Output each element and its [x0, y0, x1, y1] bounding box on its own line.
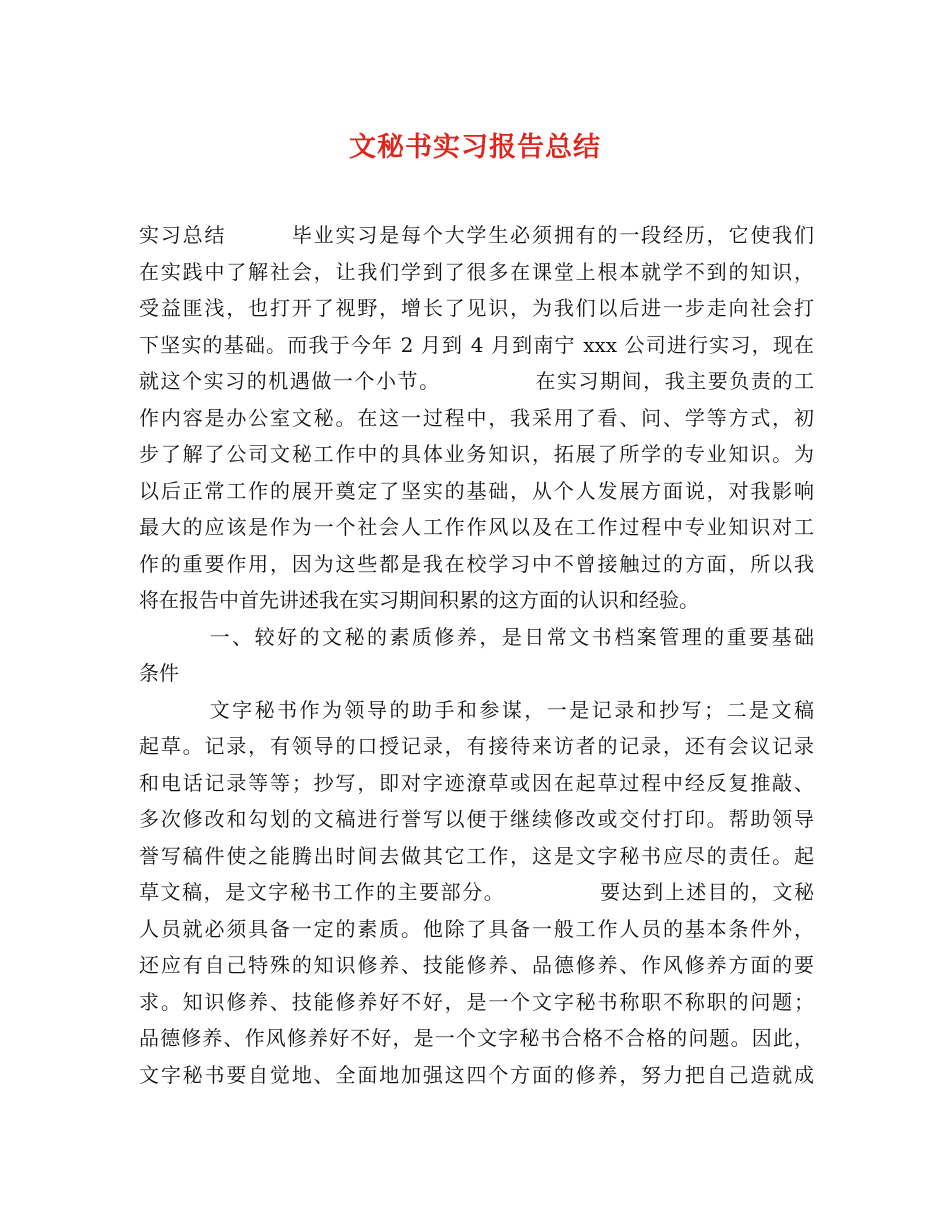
- body-line: 文字秘书要自觉地、全面地加强这四个方面的修养，努力把自己造就成: [139, 1062, 814, 1087]
- body-line: 将在报告中首先讲述我在实习期间积累的这方面的认识和经验。: [139, 588, 699, 612]
- body-line: 求。知识修养、技能修养好不好，是一个文字秘书称职不称职的问题；: [139, 989, 814, 1014]
- body-line: 誉写稿件使之能腾出时间去做其它工作，这是文字秘书应尽的责任。起: [139, 843, 814, 868]
- body-line: 受益匪浅，也打开了视野，增长了见识，为我们以后进一步走向社会打: [139, 296, 814, 320]
- body-line: 人员就必须具备一定的素质。他除了具备一般工作人员的基本条件外，: [139, 916, 814, 941]
- body-line: 就这个实习的机遇做一个小节。 在实习期间，我主要负责的工: [139, 369, 814, 393]
- body-line: 文字秘书作为领导的助手和参谋，一是记录和抄写；二是文稿: [139, 697, 814, 722]
- body-line: 草文稿，是文字秘书工作的主要部分。 要达到上述目的，文秘: [139, 880, 814, 904]
- body-line: 作的重要作用，因为这些都是我在校学习中不曾接触过的方面，所以我: [139, 551, 814, 576]
- body-line: 多次修改和勾划的文稿进行誉写以便于继续修改或交付打印。帮助领导: [139, 807, 814, 831]
- body-line: 起草。记录，有领导的口授记录，有接待来访者的记录，还有会议记录: [139, 734, 814, 758]
- document-body: [139, 217, 814, 1093]
- section-heading-line: 条件: [139, 661, 179, 685]
- body-line: 作内容是办公室文秘。在这一过程中，我采用了看、问、学等方式，初: [139, 405, 814, 430]
- document-title: 文秘书实习报告总结: [349, 132, 601, 163]
- body-line: 还应有自己特殊的知识修养、技能修养、品德修养、作风修养方面的要: [139, 953, 814, 977]
- body-line: 和电话记录等等；抄写，即对字迹潦草或因在起草过程中经反复推敲、: [139, 770, 814, 795]
- body-line: 最大的应该是作为一个社会人工作作风以及在工作过程中专业知识对工: [139, 515, 814, 539]
- body-line: 在实践中了解社会，让我们学到了很多在课堂上根本就学不到的知识，: [139, 259, 814, 284]
- body-line: 以后正常工作的展开奠定了坚实的基础，从个人发展方面说，对我影响: [139, 478, 814, 503]
- body-line: 实习总结 毕业实习是每个大学生必须拥有的一段经历，它使我们: [139, 223, 814, 247]
- body-line: 品德修养、作风修养好不好，是一个文字秘书合格不合格的问题。因此，: [139, 1026, 814, 1050]
- section-heading-line: 一、较好的文秘的素质修养，是日常文书档案管理的重要基础: [139, 624, 814, 649]
- body-line: 下坚实的基础。而我于今年 2 月到 4 月到南宁 xxx 公司进行实习，现在: [139, 332, 814, 357]
- body-line: 步了解了公司文秘工作中的具体业务知识，拓展了所学的专业知识。为: [139, 442, 814, 466]
